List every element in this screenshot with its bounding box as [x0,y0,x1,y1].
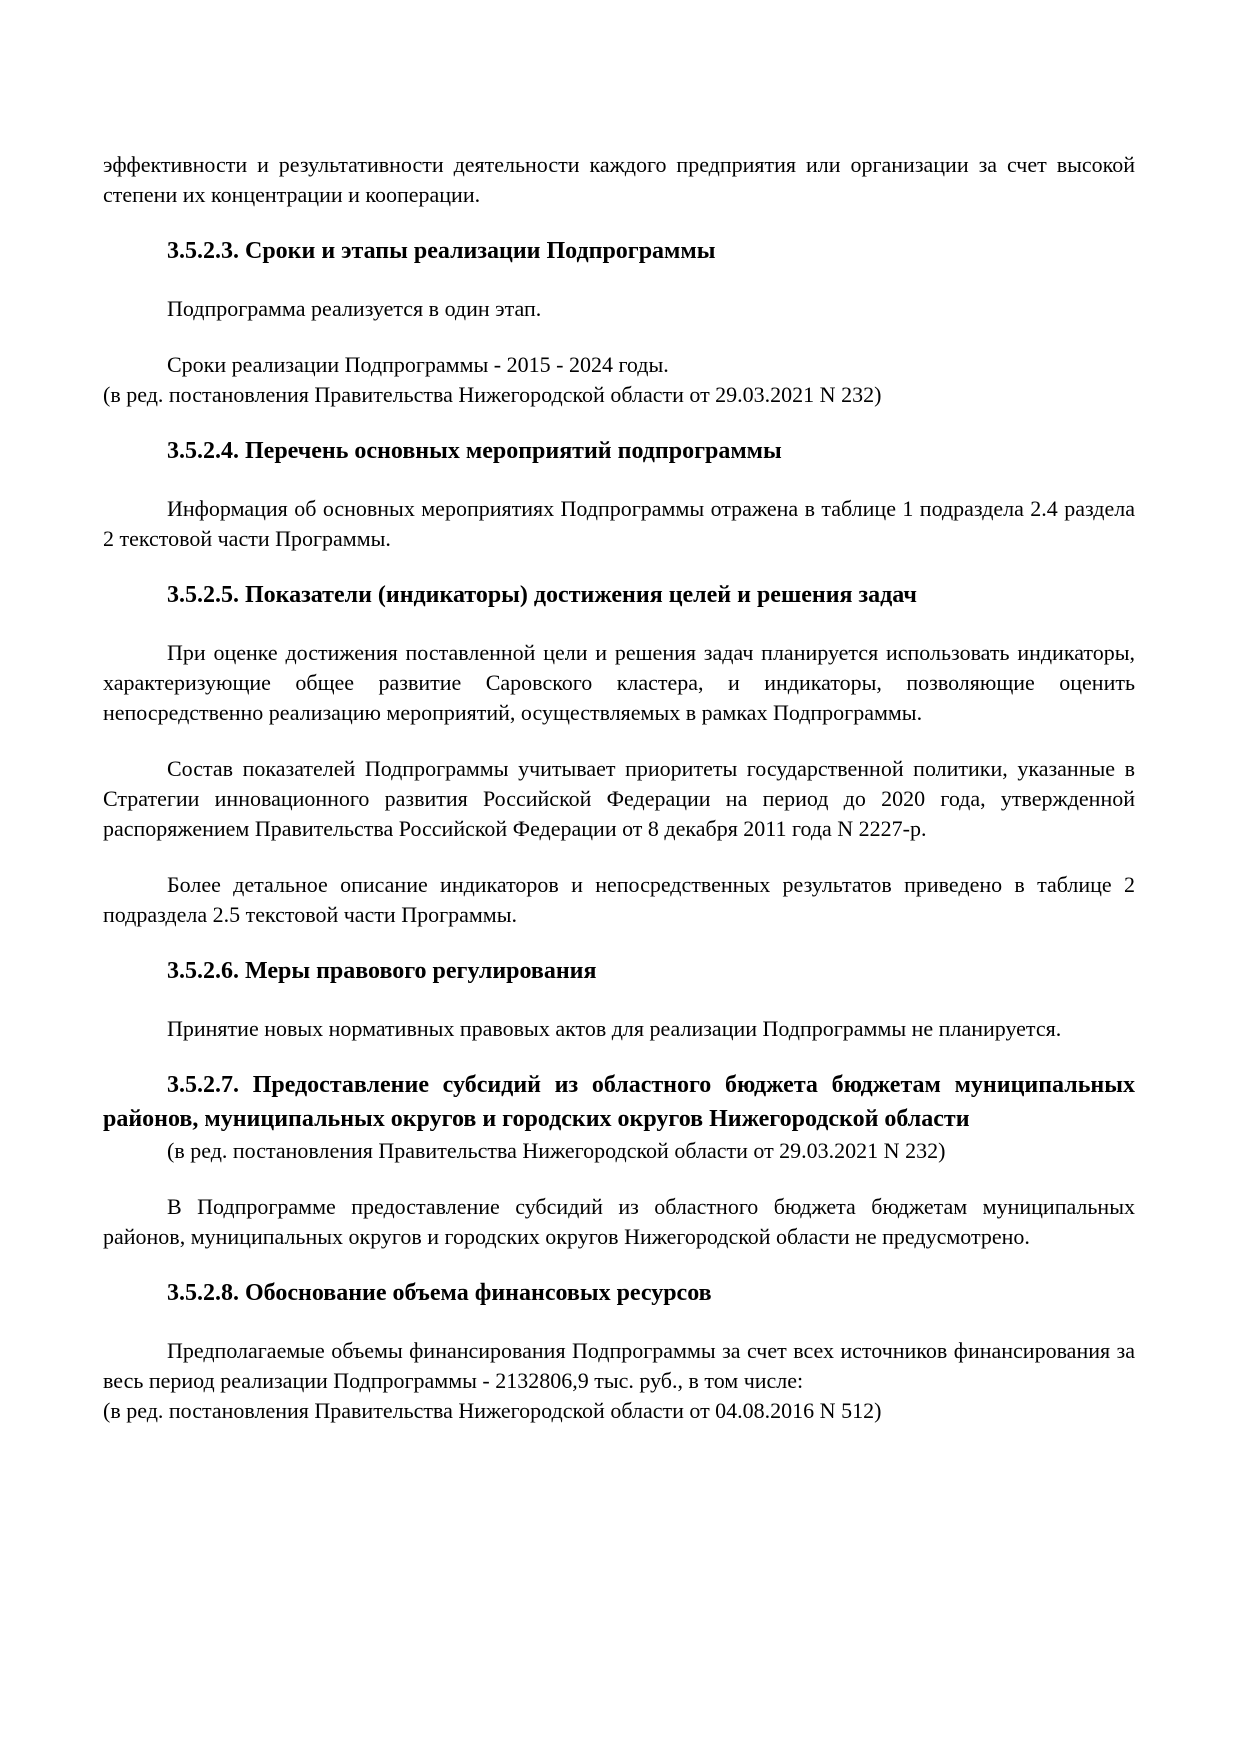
amendment-note: (в ред. постановления Правительства Нижегородской области от 04.08.2016 N 512) [103,1398,882,1423]
amendment-note: (в ред. постановления Правительства Нижегородской области от 29.03.2021 N 232) [167,1138,946,1163]
heading-3-5-2-6: 3.5.2.6. Меры правового регулирования [167,958,597,984]
body-paragraph: Предполагаемые объемы финансирования Подпрограммы за счет всех источников финансирования за весь период реализации Подпрограммы - 2132806,9 тыс. руб., в том числе: [103,1338,1135,1393]
body-paragraph: При оценке достижения поставленной цели и решения задач планируется использовать индикаторы, характеризующие общее развитие Саровского кластера, и индикаторы, позволяющие оценить непосредственно реализацию мероприятий, осуществляемых в рамках Подпрограммы. [103,640,1135,725]
heading-3-5-2-4: 3.5.2.4. Перечень основных мероприятий подпрограммы [167,438,782,464]
body-paragraph: Принятие новых нормативных правовых актов для реализации Подпрограммы не планируется. [167,1016,1062,1041]
heading-3-5-2-8: 3.5.2.8. Обоснование объема финансовых ресурсов [167,1280,712,1306]
heading-3-5-2-5: 3.5.2.5. Показатели (индикаторы) достижения целей и решения задач [167,582,917,608]
heading-3-5-2-3: 3.5.2.3. Сроки и этапы реализации Подпрограммы [167,238,716,264]
heading-3-5-2-7: 3.5.2.7. Предоставление субсидий из областного бюджета бюджетам муниципальных районов, муниципальных округов и городских округов Нижегородской области [103,1072,1135,1132]
body-paragraph: Информация об основных мероприятиях Подпрограммы отражена в таблице 1 подраздела 2.4 раздела 2 текстовой части Программы. [103,496,1135,551]
body-paragraph: Подпрограмма реализуется в один этап. [167,296,542,321]
body-paragraph: В Подпрограмме предоставление субсидий из областного бюджета бюджетам муниципальных районов, муниципальных округов и городских округов Нижегородской области не предусмотрено. [103,1194,1135,1249]
body-paragraph: Более детальное описание индикаторов и непосредственных результатов приведено в таблице 2 подраздела 2.5 текстовой части Программы. [103,872,1135,927]
body-paragraph: Состав показателей Подпрограммы учитывает приоритеты государственной политики, указанные в Стратегии инновационного развития Российской Федерации на период до 2020 года, утвержденной распоряжением Правительства Российской Федерации от 8 декабря 2011 года N 2227-р. [103,756,1135,841]
body-paragraph: Сроки реализации Подпрограммы - 2015 - 2024 годы. [167,352,669,377]
amendment-note: (в ред. постановления Правительства Нижегородской области от 29.03.2021 N 232) [103,382,882,407]
continuation-paragraph: эффективности и результативности деятельности каждого предприятия или организации за счет высокой степени их концентрации и кооперации. [103,152,1135,207]
